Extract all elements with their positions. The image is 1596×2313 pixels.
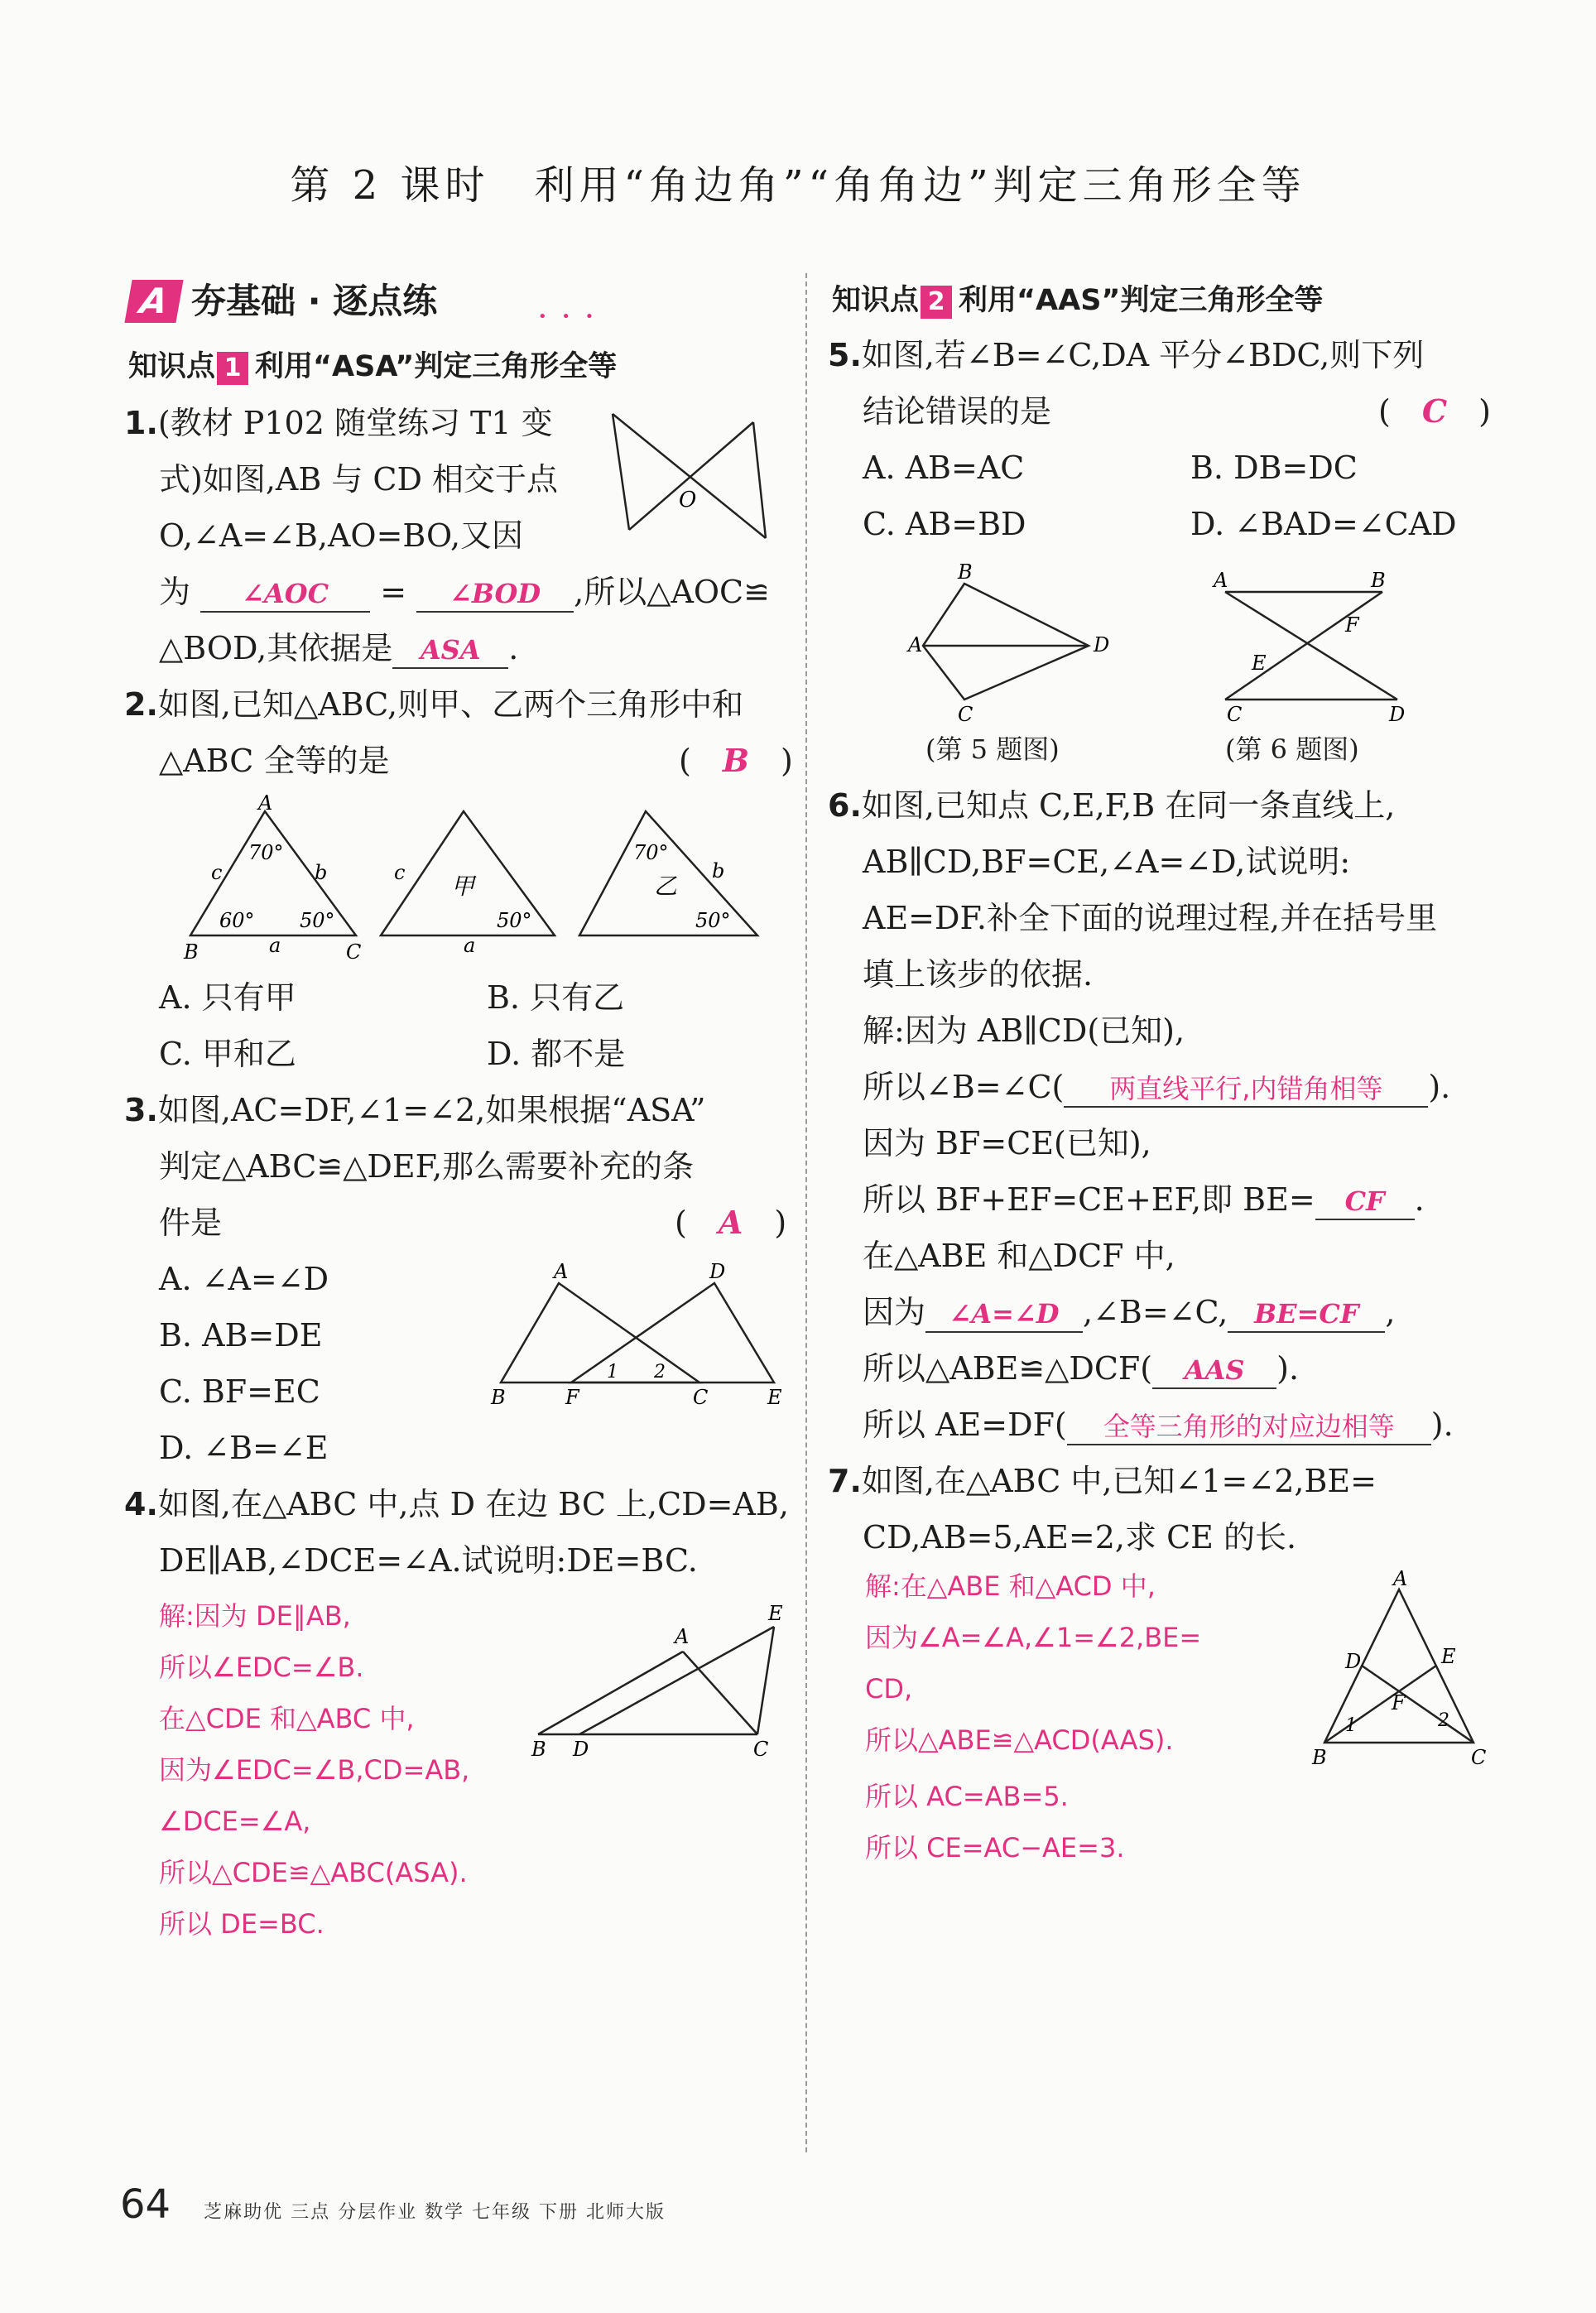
q6-blank-be[interactable]: CF (1315, 1184, 1415, 1220)
q2-option-D[interactable]: D. 都不是 (487, 1036, 626, 1072)
q5-line1: 5.如图,若∠B=∠C,DA 平分∠BDC,则下列 (828, 337, 1425, 373)
q1-text: (教材 P102 随堂练习 T1 变 (157, 405, 553, 441)
q1-line2: 式)如图,AB 与 CD 相交于点 (159, 461, 559, 498)
svg-text:C: C (958, 703, 973, 724)
q4-solution-line-4: 因为∠EDC=∠B,CD=AB, (159, 1754, 470, 1786)
svg-text:E: E (1441, 1645, 1456, 1668)
q6-step-1: 解:因为 AB∥CD(已知), (863, 1012, 1185, 1049)
svg-text:C: C (693, 1386, 709, 1407)
q2-option-B[interactable]: B. 只有乙 (487, 979, 625, 1016)
q3-option-A[interactable]: A. ∠A=∠D (159, 1261, 329, 1297)
q1-answer-blank-1[interactable]: ∠AOC (200, 576, 370, 613)
q7-figure (1304, 1569, 1494, 1767)
q7-solution-line-1: 解:在△ABE 和△ACD 中, (865, 1570, 1156, 1602)
q6-line3: AE=DF.补全下面的说理过程,并在括号里 (863, 900, 1438, 936)
svg-text:B: B (491, 1386, 506, 1407)
q6-line2: AB∥CD,BF=CE,∠A=∠D,试说明: (863, 844, 1351, 880)
q6-figure-caption: (第 6 题图) (1225, 733, 1359, 765)
q2-fig-C: C (346, 940, 362, 960)
section-badge: A (124, 280, 183, 323)
q1-line5: △BOD,其依据是 ASA . (159, 628, 518, 669)
q6-step-4: 所以 BF+EF=CE+EF,即 BE= CF . (863, 1179, 1425, 1220)
svg-text:B: B (1371, 569, 1386, 592)
q6-step-3: 因为 BF=CE(已知), (863, 1125, 1151, 1161)
q3-line2: 判定△ABC≌△DEF,那么需要补充的条 (159, 1148, 695, 1185)
svg-text:A: A (1393, 1569, 1408, 1590)
q6-step-8: 所以 AE=DF( 全等三角形的对应边相等 ). (863, 1404, 1454, 1445)
q2-fig-B: B (184, 940, 199, 960)
q2-answer[interactable]: B (722, 742, 749, 779)
svg-text:B: B (958, 560, 973, 584)
q1-answer-blank-3[interactable]: ASA (392, 632, 508, 669)
svg-text:50°: 50° (300, 909, 335, 932)
q2-figure (166, 795, 778, 960)
q1-line4: 为 ∠AOC = ∠BOD ,所以△AOC≌ (159, 571, 770, 613)
svg-text:D: D (573, 1738, 589, 1759)
column-divider (805, 273, 807, 2152)
svg-text:D: D (1345, 1650, 1362, 1673)
svg-text:A: A (675, 1625, 690, 1648)
lesson-title: 第 2 课时 利用“角边角”“角角边”判定三角形全等 (290, 162, 1306, 209)
q5-option-C[interactable]: C. AB=BD (863, 506, 1026, 542)
q3-answer[interactable]: A (718, 1204, 743, 1241)
q5-line2: 结论错误的是 (863, 393, 1052, 430)
q6-line4: 填上该步的依据. (863, 956, 1094, 993)
q7-line2: CD,AB=5,AE=2,求 CE 的长. (863, 1519, 1297, 1556)
q6-figure (1209, 559, 1424, 724)
svg-text:b: b (315, 861, 328, 884)
section-label: 夯基础 · 逐点练 (191, 281, 438, 321)
q1-answer-blank-2[interactable]: ∠BOD (416, 576, 574, 613)
q3-line3: 件是 (159, 1205, 223, 1241)
svg-text:D: D (709, 1260, 726, 1283)
q1-number: 1. (124, 405, 158, 441)
kp-number: 2 (921, 286, 952, 319)
q5-option-A[interactable]: A. AB=AC (863, 450, 1025, 486)
section-header (128, 280, 437, 323)
q3-line1: 3.如图,AC=DF,∠1=∠2,如果根据“ASA” (124, 1092, 706, 1128)
q6-step-7: 所以△ABE≌△DCF( AAS ). (863, 1348, 1299, 1389)
q7-solution-line-2: 因为∠A=∠A,∠1=∠2,BE= (865, 1622, 1202, 1653)
q3-option-D[interactable]: D. ∠B=∠E (159, 1430, 329, 1466)
q2-fig-yi: 乙 (654, 873, 678, 900)
q6-blank-reason-2[interactable]: 全等三角形的对应边相等 (1067, 1409, 1431, 1445)
q5-figure (906, 559, 1122, 724)
svg-text:c: c (211, 861, 223, 884)
q7-line1: 7.如图,在△ABC 中,已知∠1=∠2,BE= (828, 1463, 1377, 1499)
q4-figure (522, 1594, 795, 1759)
kp-number: 1 (217, 352, 248, 385)
svg-text:B: B (531, 1738, 546, 1759)
q3-figure (484, 1258, 791, 1407)
q2-fig-A: A (258, 795, 273, 815)
q2-fig-jia: 甲 (451, 873, 475, 900)
svg-text:E: E (1252, 652, 1267, 675)
q2-answer-paren: ( B ) (679, 742, 793, 779)
q3-answer-paren: ( A ) (675, 1204, 787, 1241)
svg-text:A: A (554, 1260, 569, 1283)
q4-solution-line-3: 在△CDE 和△ABC 中, (159, 1703, 415, 1734)
page-number: 64 (120, 2181, 171, 2228)
q2-option-A[interactable]: A. 只有甲 (159, 979, 296, 1016)
svg-text:C: C (753, 1738, 769, 1759)
svg-text:D: D (1094, 633, 1110, 656)
q2-line2: △ABC 全等的是 (159, 743, 390, 779)
q6-step-5: 在△ABE 和△DCF 中, (863, 1238, 1175, 1274)
svg-text:A: A (908, 633, 923, 656)
q2-line1: 2.如图,已知△ABC,则甲、乙两个三角形中和 (124, 686, 744, 723)
svg-text:50°: 50° (497, 909, 532, 932)
q7-solution-line-4: 所以△ABE≌△ACD(AAS). (865, 1724, 1174, 1756)
q6-line1: 6.如图,已知点 C,E,F,B 在同一条直线上, (828, 787, 1396, 824)
q5-answer-paren: ( C ) (1378, 392, 1491, 430)
q7-solution-line-3: CD, (865, 1673, 913, 1705)
q4-solution-line-2: 所以∠EDC=∠B. (159, 1652, 364, 1683)
svg-text:70°: 70° (248, 841, 284, 864)
q1-figure (596, 397, 795, 563)
q3-option-B[interactable]: B. AB=DE (159, 1317, 323, 1354)
q6-blank-angle[interactable]: ∠A=∠D (925, 1296, 1083, 1333)
q6-blank-side[interactable]: BE=CF (1228, 1296, 1385, 1333)
knowledge-point-2 (832, 280, 1323, 321)
q6-step-6: 因为 ∠A=∠D ,∠B=∠C, BE=CF , (863, 1291, 1395, 1333)
q5-answer[interactable]: C (1421, 392, 1448, 430)
q1-label-O: O (679, 488, 697, 512)
q7-solution-line-5: 所以 AC=AB=5. (865, 1781, 1069, 1812)
svg-text:A: A (1214, 569, 1228, 592)
kp-prefix: 知识点 (128, 350, 216, 383)
q4-solution-line-1: 解:因为 DE∥AB, (159, 1600, 351, 1632)
q4-solution-line-5: ∠DCE=∠A, (159, 1806, 311, 1837)
kp-prefix: 知识点 (832, 284, 920, 317)
q6-blank-criterion[interactable]: AAS (1152, 1353, 1276, 1389)
q2-option-C[interactable]: C. 甲和乙 (159, 1036, 296, 1072)
q4-solution-line-6: 所以△CDE≌△ABC(ASA). (159, 1857, 468, 1888)
svg-text:b: b (712, 859, 725, 882)
svg-text:2: 2 (1438, 1710, 1449, 1731)
svg-text:1: 1 (1345, 1715, 1357, 1736)
page-footer (120, 2181, 666, 2228)
kp-label: 利用“AAS”判定三角形全等 (959, 284, 1324, 317)
svg-text:a: a (464, 934, 476, 957)
svg-text:50°: 50° (695, 909, 731, 932)
svg-text:F: F (1345, 613, 1359, 637)
q6-step-2: 所以∠B=∠C( 两直线平行,内错角相等 ). (863, 1066, 1450, 1108)
q4-line1: 4.如图,在△ABC 中,点 D 在边 BC 上,CD=AB, (124, 1486, 789, 1522)
svg-text:E: E (767, 1386, 782, 1407)
svg-text:c: c (394, 861, 406, 884)
book-info: 芝麻助优 三点 分层作业 数学 七年级 下册 北师大版 (204, 2202, 666, 2223)
svg-text:2: 2 (654, 1362, 666, 1383)
q1-line1 (124, 402, 553, 444)
q7-solution-line-6: 所以 CE=AC−AE=3. (865, 1832, 1125, 1863)
knowledge-point-1 (128, 346, 617, 387)
svg-text:a: a (269, 934, 281, 957)
svg-text:1: 1 (607, 1362, 618, 1383)
svg-text:C: C (1227, 703, 1243, 724)
q3-option-C[interactable]: C. BF=EC (159, 1373, 320, 1410)
kp-label: 利用“ASA”判定三角形全等 (255, 350, 618, 383)
svg-text:C: C (1471, 1746, 1487, 1767)
q5-figure-caption: (第 5 题图) (925, 733, 1060, 765)
q4-line2: DE∥AB,∠DCE=∠A.试说明:DE=BC. (159, 1542, 698, 1579)
svg-text:D: D (1389, 703, 1406, 724)
q4-solution-line-7: 所以 DE=BC. (159, 1908, 324, 1940)
q5-option-D[interactable]: D. ∠BAD=∠CAD (1190, 506, 1457, 542)
svg-text:60°: 60° (219, 909, 255, 932)
decorative-dots: • • • (538, 308, 599, 325)
q1-line3: O,∠A=∠B,AO=BO,又因 (159, 517, 524, 554)
svg-text:F: F (1392, 1691, 1406, 1714)
svg-text:70°: 70° (633, 841, 669, 864)
q6-blank-reason-1[interactable]: 两直线平行,内错角相等 (1064, 1071, 1428, 1108)
q5-option-B[interactable]: B. DB=DC (1190, 450, 1358, 486)
svg-text:B: B (1312, 1746, 1327, 1767)
svg-text:E: E (768, 1602, 783, 1625)
svg-text:F: F (565, 1386, 579, 1407)
